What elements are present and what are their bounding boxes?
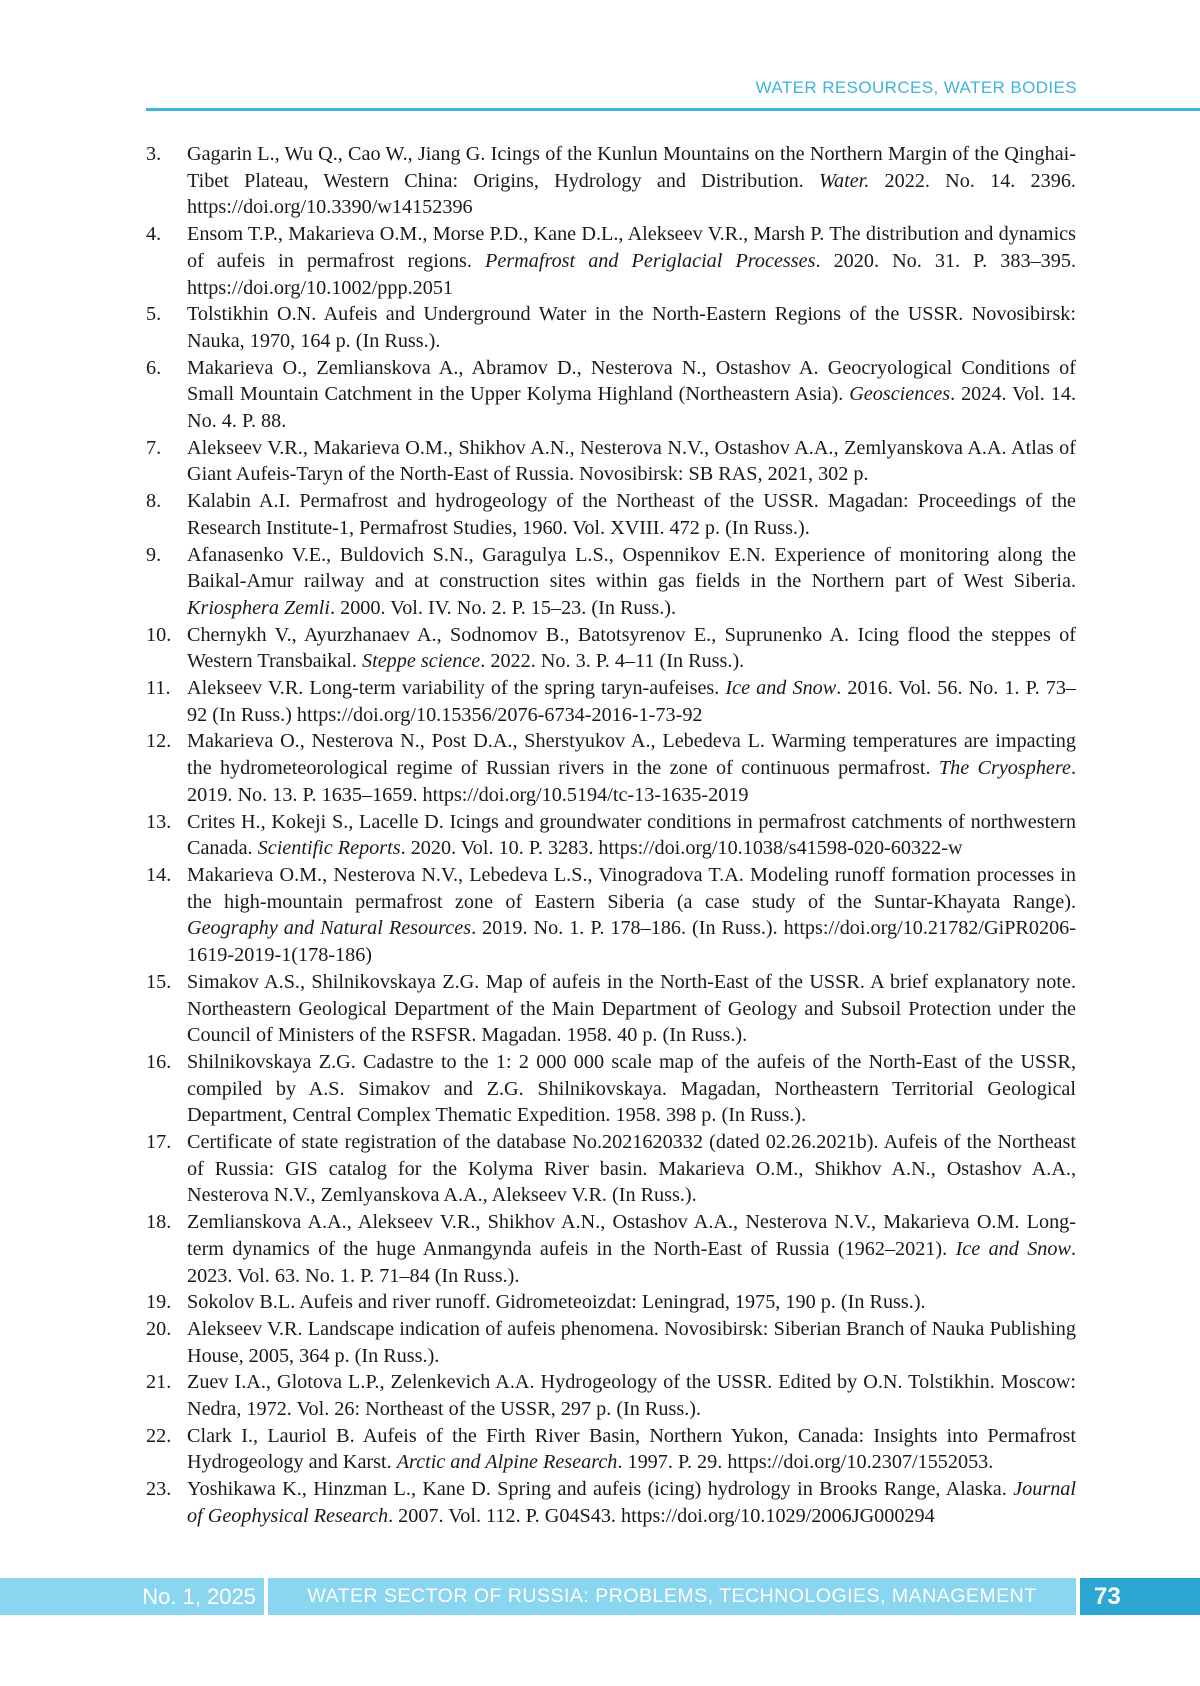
reference-text-segment: Crites H., Kokeji S., Lacelle D. Icings and groundwater conditions in permafrost catchments of northwestern Canada. [187,810,1076,860]
reference-number: 15. [146,970,172,993]
reference-number: 7. [146,436,162,459]
reference-source-title: Kriosphera Zemli [187,596,331,619]
reference-item [146,1423,1076,1476]
reference-text [187,677,1076,726]
reference-item [146,862,1076,969]
reference-number: 22. [146,1424,172,1447]
reference-text-segment: Alekseev V.R. Landscape indication of aufeis phenomena. Novosibirsk: Siberian Branch of Nauka Publishing House, 2005, 364 p. (In Russ.). [187,1317,1076,1367]
footer-journal-title: WATER SECTOR OF RUSSIA: PROBLEMS, TECHNOLOGIES, MANAGEMENT [268,1578,1076,1615]
reference-source-title: Ice and Snow [725,677,837,700]
reference-text-segment: Yoshikawa K., Hinzman L., Kane D. Spring and aufeis (icing) hydrology in Brooks Range, Alaska. [187,1478,1014,1501]
reference-text [187,223,1076,298]
reference-text [187,1425,1076,1474]
reference-number: 9. [146,543,162,566]
reference-text [187,357,1076,432]
reference-text-segment: Zemlianskova A.A., Alekseev V.R., Shikhov A.N., Ostashov A.A., Nesterova N.V., Makarieva O.M. Long-term dynamics of the huge Anmangynda aufeis in the North-East of Russia (1962–2021). [187,1211,1076,1260]
reference-text-segment: . 2023. Vol. 63. No. 1. P. 71–84 (In Russ.). [187,1237,1077,1287]
running-head-section: WATER RESOURCES, WATER BODIES [755,78,1077,97]
reference-text-segment: . 2016. Vol. 56. No. 1. P. 73–92 (In Russ.) https://doi.org/10.15356/2076-6734-2016-1-73-92 [187,677,1077,726]
page-footer [0,1578,1200,1615]
reference-item [146,728,1076,808]
reference-text [187,1131,1076,1206]
footer-issue: No. 1, 2025 [0,1578,264,1615]
reference-source-title: The Cryosphere [938,757,1071,780]
reference-text-segment: Alekseev V.R. Long-term variability of the spring taryn-aufeises. [187,677,726,700]
reference-text-segment: 2022. No. 14. 2396. https://doi.org/10.3390/w14152396 [187,169,1076,219]
reference-item [146,809,1076,862]
reference-text-segment: Makarieva O., Zemlianskova A., Abramov D., Nesterova N., Ostashov A. Geocryological Conditions of Small Mountain Catchment in the Upper Kolyma Highland (Northeastern Asia). [187,356,1076,406]
reference-text-segment: Makarieva O.M., Nesterova N.V., Lebedeva L.S., Vinogradova T.A. Modeling runoff formation processes in the high-mountain permafrost zone of Eastern Siberia (a case study of the Suntar-Khayata Range). [187,863,1076,913]
reference-item [146,1289,1076,1316]
reference-text [187,437,1076,486]
reference-text-segment: Certificate of state registration of the database No.2021620332 (dated 02.26.2021b). Aufeis of the Northeast of Russia: GIS catalog for the Kolyma River basin. Makarieva O.M., Shikhov A.N., Ostashov A.A., Nesterova N.V., Zemlyanskova A.A., Alekseev V.R. (In Russ.). [187,1131,1076,1207]
reference-text-segment: Sokolov B.L. Aufeis and river runoff. Gidrometeoizdat: Leningrad, 1975, 190 p. (In Russ.). [187,1291,926,1314]
reference-source-title: Permafrost and Periglacial Processes [485,249,816,272]
reference-number: 16. [146,1050,172,1073]
reference-item [146,1316,1076,1369]
reference-number: 21. [146,1371,172,1394]
reference-text [187,971,1076,1046]
reference-source-title: Arctic and Alpine Research [396,1451,618,1474]
reference-source-title: Ice and Snow [955,1237,1071,1260]
reference-text [187,624,1076,673]
reference-text [187,1318,1076,1367]
reference-number: 19. [146,1291,172,1314]
reference-number: 23. [146,1478,172,1501]
reference-text [187,544,1076,619]
reference-item [146,675,1076,728]
reference-text [187,1211,1076,1286]
reference-text-segment: Kalabin A.I. Permafrost and hydrogeology of the Northeast of the USSR. Magadan: Proceedings of the Research Institute-1, Permafrost Studies, 1960. Vol. XVIII. 472 p. (In Russ.). [187,490,1076,539]
reference-number: 4. [146,223,162,246]
reference-text-segment: Alekseev V.R., Makarieva O.M., Shikhov A.N., Nesterova N.V., Ostashov A.A., Zemlyanskova A.A. Atlas of Giant Aufeis-Taryn of the North-East of Russia. Novosibirsk: SB RAS, 2021, 302 p. [187,436,1076,486]
reference-text-segment: . 2020. Vol. 10. P. 3283. https://doi.org/10.1038/s41598-020-60322-w [400,837,963,860]
reference-text [187,730,1076,805]
reference-number: 20. [146,1317,172,1340]
reference-text-segment: Afanasenko V.E., Buldovich S.N., Garagulya L.S., Ospennikov E.N. Experience of monitoring along the Baikal-Amur railway and at construction sites within gas fields in the Northern part of West Siberia. [187,543,1076,593]
reference-source-title: Geography and Natural Resources [187,917,472,940]
reference-item [146,1476,1076,1529]
reference-number: 11. [146,677,171,700]
reference-text-segment: Simakov A.S., Shilnikovskaya Z.G. Map of aufeis in the North-East of the USSR. A brief explanatory note. Northeastern Geological Department of the Main Department of Geology and Subsoil Protection under the Council of Ministers of the RSFSR. Magadan. 1958. 40 p. (In Russ.). [187,970,1076,1047]
reference-item [146,301,1076,354]
reference-number: 17. [146,1131,172,1154]
reference-text [187,1371,1076,1420]
reference-list [146,141,1076,1530]
reference-source-title: Steppe science [362,650,481,673]
reference-text-segment: Gagarin L., Wu Q., Cao W., Jiang G. Icings of the Kunlun Mountains on the Northern Margin of the Qinghai-Tibet Plateau, Western China: Origins, Hydrology and Distribution. [187,143,1076,192]
reference-source-title: Journal of Geophysical Research [187,1478,1076,1527]
reference-item [146,1209,1076,1289]
reference-text [187,864,1076,966]
reference-text-segment: . 1997. P. 29. https://doi.org/10.2307/1552053. [617,1451,994,1474]
reference-number: 6. [146,356,162,379]
reference-text-segment: Zuev I.A., Glotova L.P., Zelenkevich A.A. Hydrogeology of the USSR. Edited by O.N. Tolstikhin. Moscow: Nedra, 1972. Vol. 26: Northeast of the USSR, 297 p. (In Russ.). [187,1371,1076,1421]
reference-number: 10. [146,623,172,646]
reference-item [146,1049,1076,1129]
reference-text [187,303,1076,352]
reference-text-segment: . 2019. No. 13. P. 1635–1659. https://doi.org/10.5194/tc-13-1635-2019 [187,757,1076,806]
reference-number: 12. [146,730,172,753]
reference-number: 5. [146,303,162,326]
reference-text-segment: Ensom T.P., Makarieva O.M., Morse P.D., Kane D.L., Alekseev V.R., Marsh P. The distribution and dynamics of aufeis in permafrost regions. [187,223,1076,272]
reference-item [146,355,1076,435]
reference-text-segment: . 2000. Vol. IV. No. 2. P. 15–23. (In Russ.). [330,596,677,619]
page-number: 73 [1080,1578,1200,1615]
reference-text-segment: . 2020. No. 31. P. 383–395. https://doi.org/10.1002/ppp.2051 [187,249,1076,299]
reference-text-segment: Chernykh V., Ayurzhanaev A., Sodnomov B., Batotsyrenov E., Suprunenko A. Icing flood the steppes of Western Transbaikal. [187,623,1076,673]
reference-text [187,1478,1076,1527]
reference-text-segment: . 2019. No. 1. P. 178–186. (In Russ.). https://doi.org/10.21782/GiPR0206-1619-2019-1(178-186) [187,917,1076,967]
reference-number: 8. [146,490,162,513]
reference-number: 18. [146,1211,172,1234]
reference-number: 3. [146,143,162,165]
reference-text [187,811,1076,860]
reference-text-segment: Clark I., Lauriol B. Aufeis of the Firth River Basin, Northern Yukon, Canada: Insights into Permafrost Hydrogeology and Karst. [187,1424,1076,1474]
reference-number: 13. [146,810,172,833]
reference-text-segment: . 2022. No. 3. P. 4–11 (In Russ.). [480,650,745,673]
reference-item [146,141,1076,221]
reference-item [146,435,1076,488]
reference-text-segment: . 2024. Vol. 14. No. 4. P. 88. [187,383,1077,433]
reference-text-segment: Makarieva O., Nesterova N., Post D.A., Sherstyukov A., Lebedeva L. Warming temperatures are impacting the hydrometeorological regime of Russian rivers in the zone of continuous permafrost. [187,730,1076,780]
reference-item [146,622,1076,675]
reference-text-segment: Tolstikhin O.N. Aufeis and Underground Water in the North-Eastern Regions of the USSR. Novosibirsk: Nauka, 1970, 164 p. (In Russ.). [187,303,1076,352]
reference-text [187,143,1076,218]
reference-source-title: Water. [819,169,870,192]
reference-item [146,1129,1076,1209]
reference-item [146,1369,1076,1422]
reference-text-segment: Shilnikovskaya Z.G. Cadastre to the 1: 2 000 000 scale map of the aufeis of the North-East of the USSR, compiled by A.S. Simakov and Z.G. Shilnikovskaya. Magadan, Northeastern Territorial Geological Department, Central Complex Thematic Expedition. 1958. 398 p. (In Russ.). [187,1050,1076,1127]
reference-item [146,488,1076,541]
reference-source-title: Geosciences [849,383,951,406]
header-rule [146,108,1200,111]
reference-text [187,1051,1076,1126]
reference-item [146,969,1076,1049]
reference-text-segment: . 2007. Vol. 112. P. G04S43. https://doi.org/10.1029/2006JG000294 [388,1504,935,1527]
reference-source-title: Scientific Reports [257,837,401,860]
reference-number: 14. [146,863,172,886]
reference-text [187,1291,926,1313]
reference-text [187,490,1076,539]
reference-item [146,221,1076,301]
reference-item [146,542,1076,622]
